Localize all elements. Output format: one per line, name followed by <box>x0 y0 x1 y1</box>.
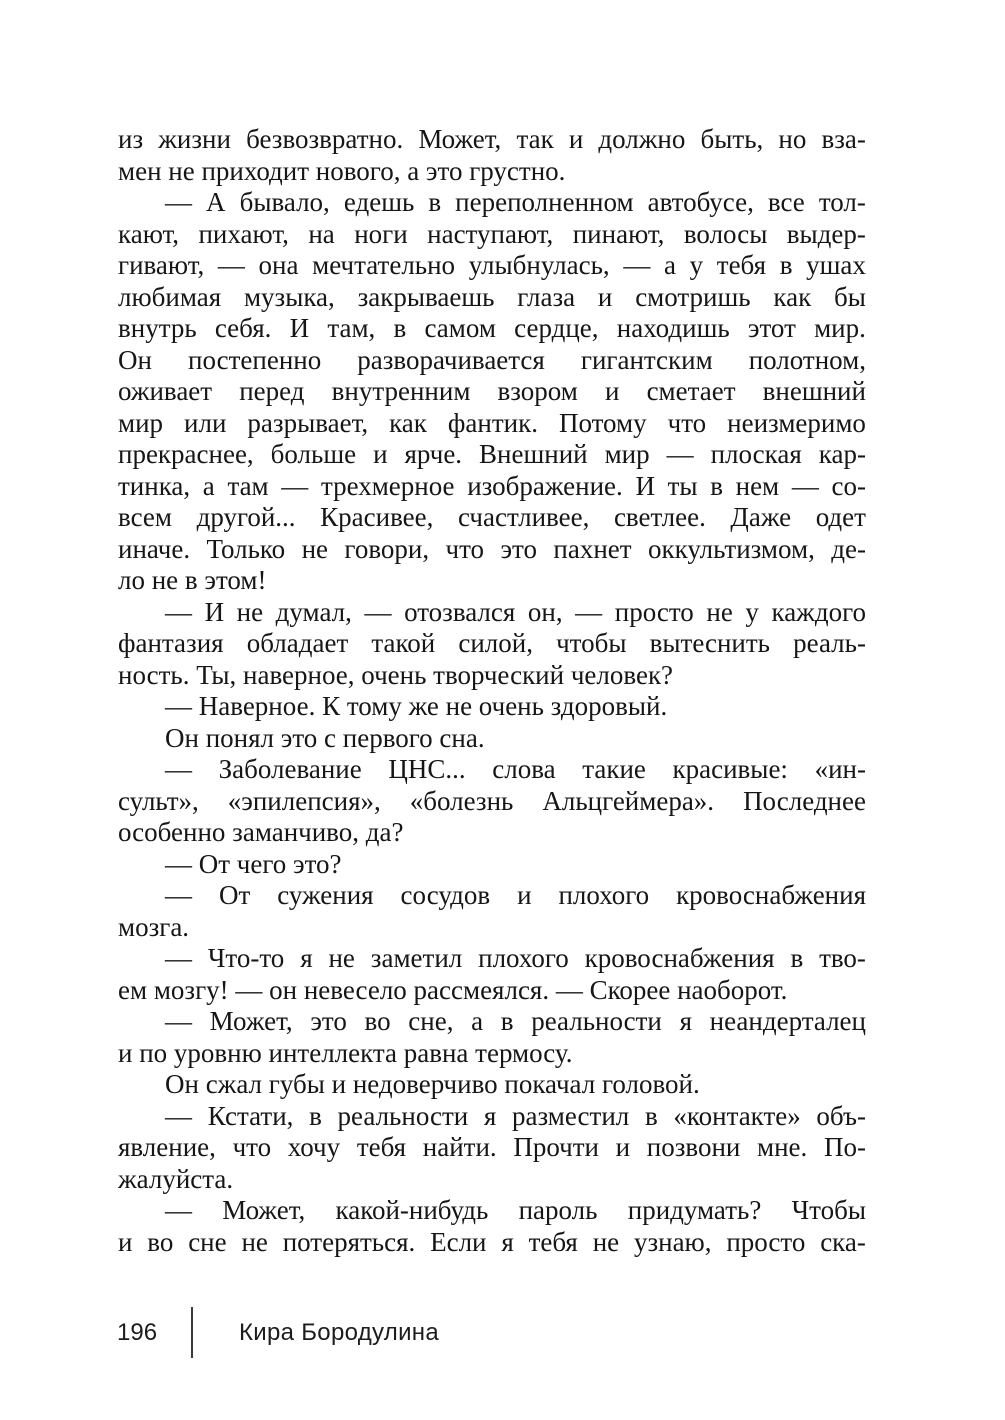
word: Последнее <box>743 785 866 816</box>
word: в <box>790 943 804 973</box>
word: автобусе, <box>647 187 754 217</box>
paragraph <box>118 943 866 1006</box>
word: Кстати, <box>207 1100 294 1131</box>
word: мечтательно <box>312 250 456 280</box>
word: пароль <box>518 1195 598 1225</box>
word: не <box>301 533 329 564</box>
word: и <box>118 1226 133 1257</box>
word: наступают, <box>427 218 554 249</box>
paragraph <box>118 723 866 755</box>
word: и <box>517 880 532 910</box>
word: тебя <box>528 1226 578 1257</box>
word: из <box>118 124 144 154</box>
word: плохого <box>558 880 650 910</box>
word: неизмеримо <box>727 407 866 438</box>
word: в <box>779 250 793 280</box>
word: я <box>501 1226 514 1257</box>
footer-divider <box>191 1307 193 1358</box>
word: одет <box>815 502 866 532</box>
word: такой <box>371 628 436 658</box>
word: ска- <box>820 1226 866 1257</box>
word: — <box>165 1006 192 1036</box>
word: пихают, <box>198 218 289 249</box>
paragraph <box>118 124 866 187</box>
text-line: ем мозгу! — он невесело рассмеялся. — Скорее наоборот. <box>118 974 788 1005</box>
word: придумать? <box>627 1195 762 1225</box>
word: этот <box>747 313 796 343</box>
word: По- <box>823 1132 866 1162</box>
text-line <box>118 313 866 345</box>
word: ЦНС... <box>388 754 466 784</box>
text-block <box>118 124 866 1258</box>
word: просто <box>726 1226 806 1257</box>
word: другой... <box>196 502 296 532</box>
word: явление, <box>118 1132 216 1162</box>
word: больше <box>270 439 357 469</box>
word: светлее. <box>613 502 706 532</box>
word: в <box>644 1100 658 1131</box>
text-line <box>118 1195 866 1227</box>
word: Может, <box>222 1195 306 1225</box>
paragraph <box>118 1101 866 1196</box>
paragraph <box>118 754 866 849</box>
word: в <box>500 1006 514 1036</box>
paragraph <box>118 849 866 881</box>
paragraph <box>118 1195 866 1258</box>
word: не <box>592 1226 620 1257</box>
text-line <box>118 597 866 629</box>
paragraph <box>118 1006 866 1069</box>
word: должно <box>598 124 686 154</box>
word: — <box>791 470 819 501</box>
word: в <box>710 470 723 501</box>
text-line <box>118 376 866 408</box>
word: находишь <box>616 313 730 343</box>
text-line: ность. Ты, наверное, очень творческий человек? <box>118 659 674 690</box>
text-line <box>118 187 866 219</box>
word: внешний <box>762 376 866 406</box>
word: смотришь <box>635 281 751 312</box>
word: безвозвратно. <box>246 124 404 154</box>
word: не <box>241 1226 268 1257</box>
word: я <box>300 943 313 973</box>
text-line <box>118 628 866 660</box>
word: такие <box>582 754 646 784</box>
word: я <box>483 1100 497 1131</box>
word: перед <box>239 376 305 406</box>
word: разрывает, <box>247 407 369 438</box>
word: и <box>604 376 620 406</box>
text-line <box>118 124 866 156</box>
word: кар- <box>818 439 866 469</box>
word: мне. <box>757 1132 808 1162</box>
word: — <box>165 754 192 784</box>
word: — <box>165 880 192 910</box>
word: что <box>667 407 707 438</box>
word: И <box>289 313 310 343</box>
word: бы <box>834 281 866 312</box>
word: все <box>767 187 805 217</box>
word: — <box>666 439 694 469</box>
word: не <box>706 596 733 627</box>
word: какой-нибудь <box>335 1195 489 1225</box>
text-line: — От чего это? <box>165 848 342 879</box>
word: плохого <box>478 943 569 973</box>
word: Он <box>118 344 152 375</box>
word: Внешний <box>479 439 588 469</box>
word: в <box>393 313 407 343</box>
word: узнаю, <box>633 1226 712 1257</box>
word: не <box>328 943 355 973</box>
word: Прочти <box>513 1132 599 1162</box>
text-line: Он понял это с первого сна. <box>165 722 485 753</box>
word: волосы <box>683 218 768 249</box>
word: мир <box>118 407 164 438</box>
word: вза- <box>821 124 866 154</box>
word: — <box>217 250 245 280</box>
paragraph <box>118 691 866 723</box>
word: Чтобы <box>791 1195 866 1225</box>
word: потеряться. <box>282 1226 416 1257</box>
word: — <box>165 1100 192 1131</box>
word: трехмерное <box>320 470 455 501</box>
word: у <box>745 596 759 627</box>
text-line <box>118 502 866 534</box>
word: быть, <box>700 124 764 154</box>
text-line: Он сжал губы и недоверчиво покачал головой. <box>165 1069 700 1099</box>
word: ты <box>667 470 698 501</box>
word: мир. <box>814 313 866 343</box>
word: — <box>165 596 192 627</box>
word: Даже <box>730 502 792 532</box>
word: внутренним <box>331 376 471 406</box>
word: «контакте» <box>673 1100 801 1131</box>
word: «болезнь <box>409 785 514 816</box>
word: внутрь <box>118 313 197 343</box>
word: ярче. <box>404 439 463 469</box>
page-footer <box>117 1307 865 1358</box>
text-line <box>118 219 866 251</box>
text-line <box>118 1227 866 1259</box>
word: это <box>310 1006 347 1036</box>
text-line: мозга. <box>118 911 190 942</box>
word: И <box>204 596 225 627</box>
word: не <box>236 596 264 627</box>
word: там, <box>327 313 376 343</box>
word: прекраснее, <box>118 439 254 469</box>
text-line <box>118 1101 866 1133</box>
word: тинка, <box>118 470 191 501</box>
text-line <box>118 1006 866 1038</box>
word: во <box>147 1226 174 1257</box>
word: ноги <box>354 218 408 249</box>
word: как <box>389 407 427 438</box>
word: в <box>428 187 442 217</box>
word: Если <box>430 1226 487 1257</box>
word: так <box>516 124 554 154</box>
word: полотном, <box>748 344 866 375</box>
word: тебя <box>716 250 767 280</box>
word: Что-то <box>207 943 285 973</box>
word: Только <box>206 533 286 564</box>
word: разворачивается <box>357 344 545 375</box>
word: — <box>623 250 651 280</box>
word: иначе. <box>118 533 191 564</box>
word: счастливее, <box>457 502 590 532</box>
word: выдер- <box>786 218 866 249</box>
word: фантазия <box>118 628 224 658</box>
word: вытеснить <box>649 628 770 658</box>
word: улыбнулась, <box>468 250 610 280</box>
word: гивают, <box>118 250 205 280</box>
word: тво- <box>819 943 866 973</box>
word: плоская <box>710 439 802 469</box>
word: переполненном <box>455 187 634 217</box>
word: разместил <box>512 1100 630 1131</box>
word: слова <box>492 754 556 784</box>
word: — <box>165 187 192 217</box>
word: думал, <box>275 596 352 627</box>
word: От <box>218 880 251 910</box>
word: кают, <box>118 218 180 249</box>
word: всем <box>118 502 172 532</box>
word: но <box>778 124 807 154</box>
paragraph <box>118 1069 866 1101</box>
word: самом <box>424 313 496 343</box>
word: что <box>232 1132 272 1162</box>
word: а <box>471 1006 484 1036</box>
word: Заболевание <box>218 754 362 784</box>
word: едешь <box>343 187 415 217</box>
word: говори, <box>344 533 430 564</box>
word: и <box>373 439 388 469</box>
text-line <box>118 282 866 314</box>
text-line: мен не приходит нового, а это грустно. <box>118 155 566 186</box>
word: что <box>445 533 485 564</box>
word: Потому <box>558 407 647 438</box>
word: у <box>689 250 704 280</box>
word: — <box>281 470 309 501</box>
text-line: — Наверное. К тому же не очень здоровый. <box>165 691 668 721</box>
page-number: 196 <box>117 1318 158 1346</box>
word: — <box>165 943 192 973</box>
word: сметает <box>646 376 736 406</box>
word: чтобы <box>556 628 627 658</box>
word: Красивее, <box>320 502 434 532</box>
word: пахнет <box>553 533 632 564</box>
word: гигантским <box>580 344 713 375</box>
word: оккультизмом, <box>647 533 815 564</box>
word: это <box>500 533 537 564</box>
word: найти. <box>422 1132 497 1162</box>
word: объ- <box>816 1100 866 1131</box>
text-line <box>118 1132 866 1164</box>
word: мир <box>604 439 650 469</box>
word: просто <box>614 596 694 627</box>
word: фантик. <box>447 407 538 438</box>
text-line: ло не в этом! <box>118 565 267 595</box>
word: как <box>773 281 812 312</box>
word: сульт», <box>118 785 199 816</box>
word: хочу <box>287 1132 341 1162</box>
word: «ин- <box>814 754 866 784</box>
word: тебя <box>356 1132 407 1162</box>
word: жизни <box>158 124 231 154</box>
word: и <box>568 124 584 154</box>
word: А <box>206 187 226 217</box>
word: со- <box>831 470 866 501</box>
word: красивые: <box>672 754 788 784</box>
word: а <box>202 470 215 501</box>
word: нем <box>735 470 780 501</box>
word: а <box>663 250 676 280</box>
word: он, <box>527 596 563 627</box>
word: — <box>575 596 603 627</box>
text-line <box>118 408 866 440</box>
text-line: жалуйста. <box>118 1163 234 1194</box>
word: — <box>364 596 392 627</box>
word: де- <box>831 533 866 564</box>
text-line <box>118 345 866 377</box>
word: тол- <box>818 187 866 217</box>
word: реаль- <box>793 628 866 658</box>
word: любимая <box>118 281 222 312</box>
word: во <box>364 1006 391 1036</box>
word: И <box>635 470 655 501</box>
word: я <box>679 1006 692 1036</box>
word: оживает <box>118 376 213 406</box>
text-line <box>118 439 866 471</box>
word: глаза <box>517 281 576 312</box>
word: в <box>309 1100 322 1131</box>
text-line <box>118 880 866 912</box>
word: и <box>615 1132 631 1162</box>
word: сне, <box>408 1006 454 1036</box>
word: силой, <box>458 628 533 658</box>
text-line: особенно заманчиво, да? <box>118 817 404 847</box>
word: и <box>597 281 613 312</box>
word: кровоснабжения <box>676 880 866 910</box>
word: Альцгеймера». <box>542 785 715 816</box>
word: взором <box>497 376 578 406</box>
text-line <box>118 754 866 786</box>
word: она <box>258 250 299 280</box>
word: или <box>184 407 227 438</box>
word: кровоснабжения <box>584 943 775 973</box>
word: сне <box>188 1226 227 1257</box>
word: себя. <box>214 313 272 343</box>
word: Может, <box>418 124 502 154</box>
word: сужения <box>277 880 374 910</box>
paragraph <box>118 187 866 597</box>
word: каждого <box>771 596 866 627</box>
text-line <box>118 250 866 282</box>
word: неандерталец <box>709 1006 866 1036</box>
text-line <box>118 786 866 818</box>
word: реальности <box>337 1100 469 1131</box>
word: закрываешь <box>357 281 495 312</box>
word: ушах <box>806 250 866 280</box>
word: «эпилепсия», <box>227 785 381 816</box>
word: — <box>165 1195 192 1225</box>
text-line: и по уровню интеллекта равна термосу. <box>118 1037 573 1068</box>
text-line <box>118 943 866 975</box>
paragraph <box>118 597 866 692</box>
word: позвони <box>646 1132 741 1162</box>
word: пинают, <box>572 218 665 249</box>
word: там <box>227 470 269 501</box>
word: отозвался <box>404 596 516 627</box>
paragraph <box>118 880 866 943</box>
word: изображение. <box>467 470 623 501</box>
word: Может, <box>209 1006 293 1036</box>
word: на <box>308 218 335 249</box>
word: бывало, <box>239 187 330 217</box>
word: сердце, <box>514 313 599 343</box>
text-line <box>118 534 866 566</box>
word: реальности <box>531 1006 662 1036</box>
word: постепенно <box>188 344 322 375</box>
word: музыка, <box>243 281 335 312</box>
running-author: Кира Бородулина <box>239 1318 440 1346</box>
word: заметил <box>370 943 463 973</box>
word: обладает <box>246 628 349 658</box>
word: сосудов <box>400 880 491 910</box>
text-line <box>118 471 866 503</box>
